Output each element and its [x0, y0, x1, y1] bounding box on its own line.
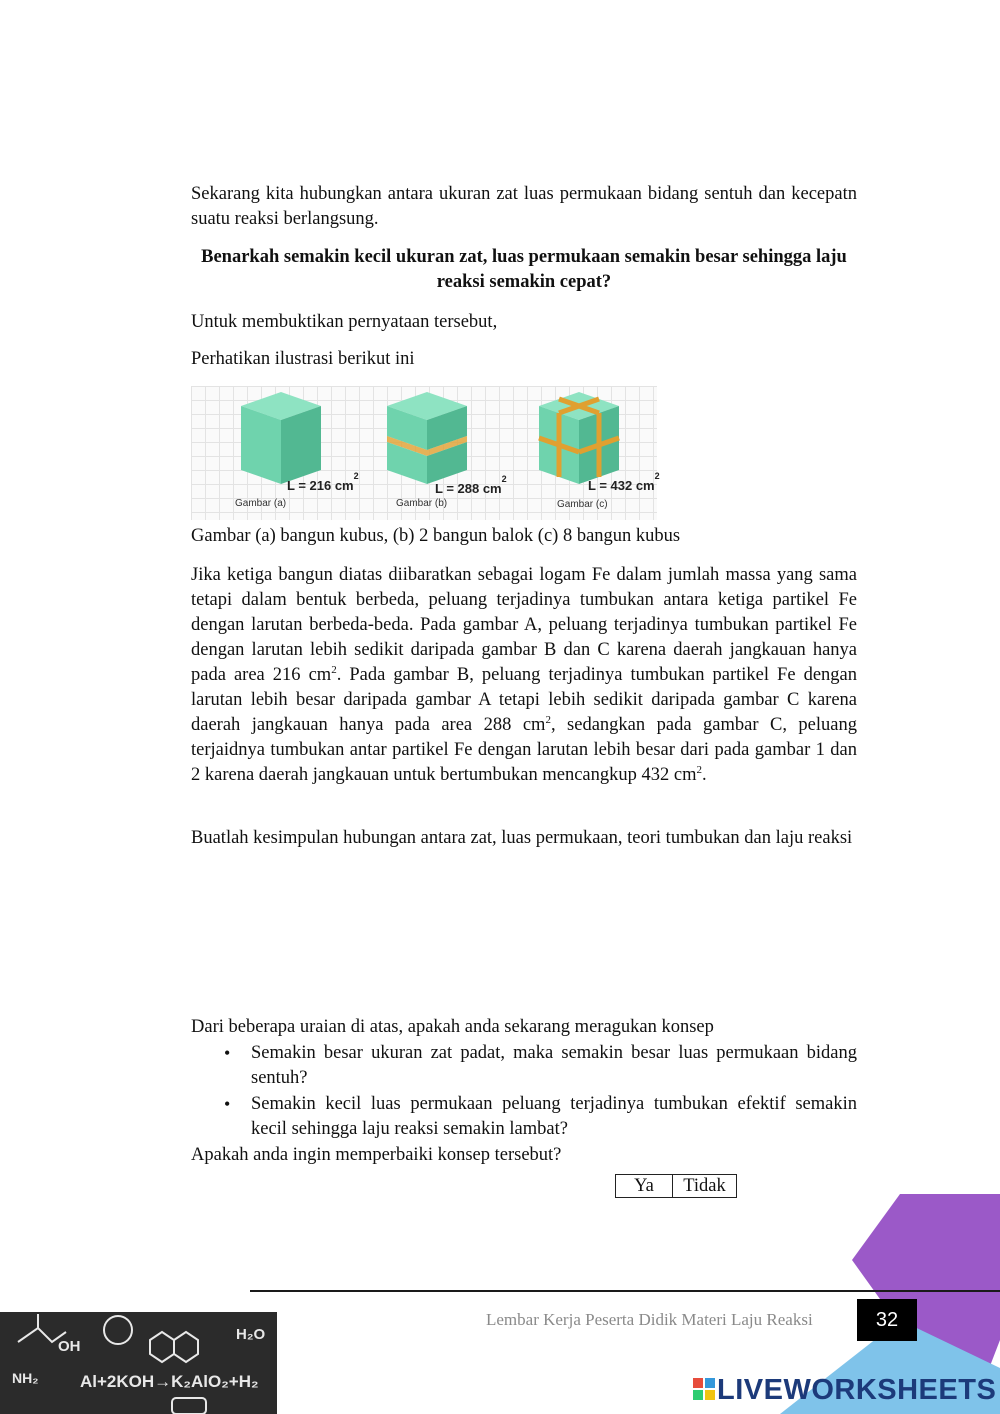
yes-option[interactable]: Ya	[616, 1175, 673, 1197]
prove-line: Untuk membuktikan pernyataan tersebut,	[191, 312, 498, 332]
task-paragraph: Buatlah kesimpulan hubungan antara zat, luas permukaan, teori tumbukan dan laju reaksi	[191, 828, 853, 848]
cube-b	[387, 392, 467, 484]
answer-table	[615, 1174, 737, 1198]
footer-divider	[250, 1290, 1000, 1292]
chalk-oh: OH	[58, 1338, 81, 1355]
bullet-item: Semakin besar ukuran zat padat, maka semakin besar luas permukaan bidang sentuh?	[251, 1043, 857, 1088]
intro-paragraph: Sekarang kita hubungkan antara ukuran zat luas permukaan bidang sentuh dan kecepatn suatu reaksi berlangsung.	[191, 184, 857, 229]
liveworksheets-logo-icon	[693, 1378, 715, 1402]
bullet-dot: •	[224, 1043, 231, 1063]
panel-c-label: Gambar (c)	[557, 499, 608, 510]
panel-b-area: L = 288 $cm^2$	[435, 474, 507, 496]
chalk-nh2: NH₂	[12, 1370, 39, 1386]
cube-a	[241, 392, 321, 484]
no-option[interactable]: Tidak	[683, 1176, 726, 1196]
chalk-h2o: H₂O	[236, 1326, 266, 1343]
bullet-item: Semakin kecil luas permukaan peluang terjadinya tumbukan efektif semakin kecil sehingga laju reaksi semakin lambat?	[251, 1094, 857, 1139]
doubt-intro: Dari beberapa uraian di atas, apakah anda sekarang meragukan konsep	[191, 1017, 714, 1037]
panel-a-label: Gambar (a)	[235, 498, 287, 509]
cube-c	[539, 392, 619, 484]
conclusion-answer-area[interactable]	[191, 880, 857, 1006]
question-heading: Benarkah semakin kecil ukuran zat, luas permukaan semakin besar sehingga laju reaksi semakin cepat?	[201, 247, 847, 292]
footer-title: Lembar Kerja Peserta Didik Materi Laju Reaksi	[486, 1310, 813, 1329]
cube-illustration	[191, 386, 660, 520]
observe-line: Perhatikan ilustrasi berikut ini	[191, 349, 415, 369]
panel-b-label: Gambar (b)	[396, 498, 448, 509]
chalkboard-image	[0, 1312, 277, 1414]
panel-a-area: L = 216 $cm^2$	[287, 471, 359, 493]
bullet-dot: •	[224, 1094, 231, 1114]
panel-c-area: L = 432 $cm^2$	[588, 471, 660, 493]
liveworksheets-brand[interactable]	[693, 1372, 996, 1408]
chalk-formula: Al+2KOH→K₂AlO₂+H₂	[80, 1372, 259, 1391]
brand-text: LIVEWORKSHEETS	[717, 1373, 997, 1406]
page-number: 32	[857, 1299, 917, 1341]
figure-caption: Gambar (a) bangun kubus, (b) 2 bangun balok (c) 8 bangun kubus	[191, 526, 681, 546]
fix-question: Apakah anda ingin memperbaiki konsep tersebut?	[191, 1145, 562, 1165]
explanation-paragraph: Jika ketiga bangun diatas diibaratkan sebagai logam Fe dalam jumlah massa yang sama tetapi dalam bentuk berbeda, peluang terjadinya tumbukan antara ketiga partikel Fe dengan larutan berbeda-beda. Pada gambar A, peluang terjadinya tumbukan partikel Fe dengan larutan lebih sedikit daripada gambar B dan C karena daerah jangkauan hanya pada area 216 $cm^2$. Pada gambar B, peluang terjadinya tumbukan partikel Fe dengan larutan lebih besar daripada gambar A tetapi lebih sedikit daripada gambar C karena daerah jangkauan hanya pada area 288 $cm^2$, sedangkan pada gambar C, peluang terjaidnya tumbukan antar partikel Fe dengan larutan lebih besar dari pada gambar 1 dan 2 karena daerah jangkauan untuk bertumbukan mencangkup 432 $cm^2$.	[191, 565, 857, 785]
